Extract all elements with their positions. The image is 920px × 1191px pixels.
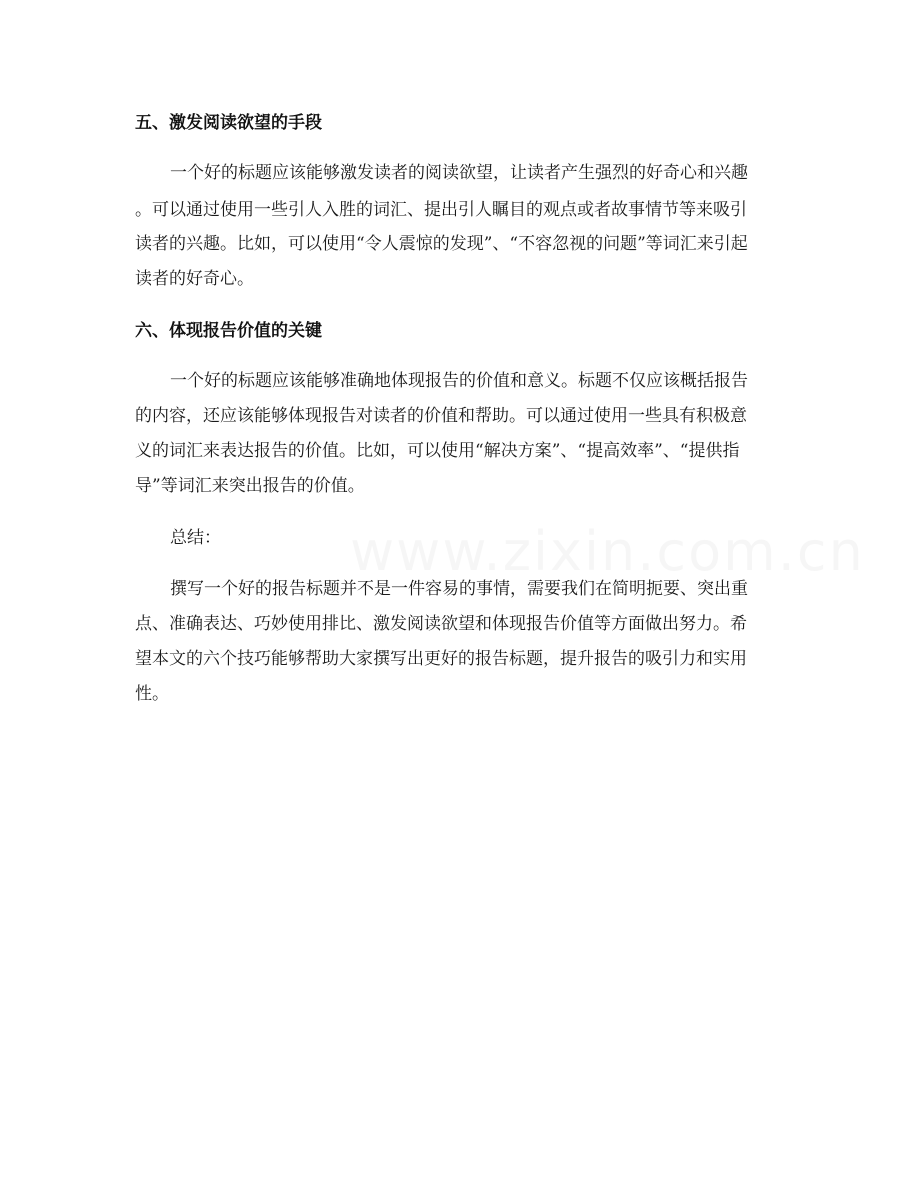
section-6-heading: 六、体现报告价值的关键 [135,321,322,341]
summary-paragraph-line: 点、准确表达、巧妙使用排比、激发阅读欲望和体现报告价值等方面做出努力。希 [135,614,747,634]
section-5-heading: 五、激发阅读欲望的手段 [135,113,322,133]
summary-paragraph-line: 撰写一个好的报告标题并不是一件容易的事情，需要我们在简明扼要、突出重 [170,579,748,599]
section-6-paragraph-line: 的内容，还应该能够体现报告对读者的价值和帮助。可以通过使用一些具有积极意 [135,406,747,426]
section-5-paragraph-line: 读者的兴趣。比如，可以使用“令人震惊的发现”、“不容忽视的问题”等词汇来引起 [135,234,748,254]
summary-label: 总结： [170,528,221,548]
section-5-paragraph-line: 一个好的标题应该能够激发读者的阅读欲望，让读者产生强烈的好奇心和兴趣 [170,163,748,183]
section-5-paragraph-line: 。可以通过使用一些引人入胜的词汇、提出引人瞩目的观点或者故事情节等来吸引 [135,200,747,220]
summary-paragraph-line: 望本文的六个技巧能够帮助大家撰写出更好的报告标题，提升报告的吸引力和实用 [135,649,747,669]
section-6-paragraph-line: 义的词汇来表达报告的价值。比如，可以使用“解决方案”、“提高效率”、“提供指 [135,441,740,461]
summary-paragraph-line: 性。 [135,684,169,704]
section-6-paragraph-line: 导”等词汇来突出报告的价值。 [135,476,365,496]
section-5-paragraph-line: 读者的好奇心。 [135,269,254,289]
section-6-paragraph-line: 一个好的标题应该能够准确地体现报告的价值和意义。标题不仅应该概括报告 [170,371,748,391]
watermark [350,520,865,583]
